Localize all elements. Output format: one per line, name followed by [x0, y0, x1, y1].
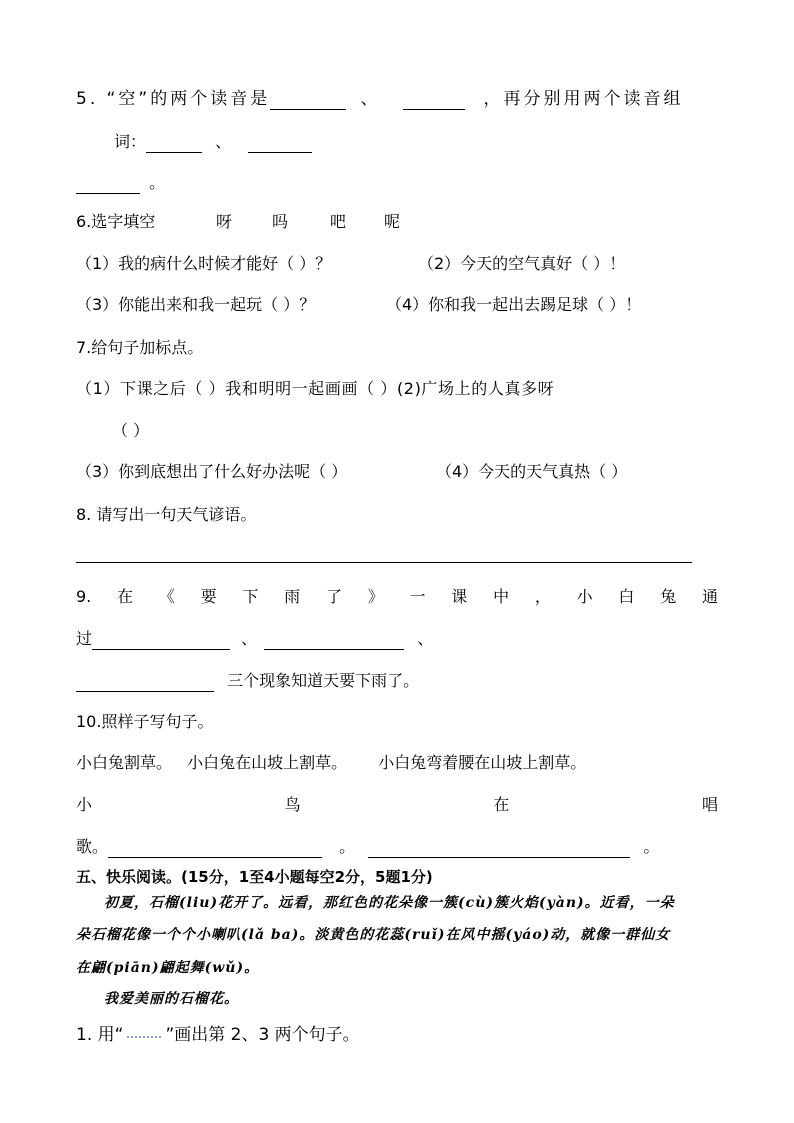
- q10-blank-1[interactable]: [108, 841, 322, 858]
- q10-title: 10.照样子写句子。: [76, 712, 214, 731]
- q10-line4: [76, 836, 659, 858]
- q5-line1: [76, 88, 683, 110]
- q5-text-a: 5. “空”的两个读音是: [76, 89, 271, 109]
- q8-title: 8. 请写出一句天气谚语。: [76, 505, 257, 524]
- q5-line2: [114, 131, 312, 153]
- q9-word: ，: [534, 587, 551, 606]
- q9-word: 了: [325, 587, 342, 606]
- q9-line3: [76, 670, 419, 692]
- q7-item-1: （1）下课之后（ ）我和明明一起画画（ ）(2)广场上的人真多呀: [76, 379, 555, 398]
- read-q1-text-a: 1. 用“: [76, 1025, 124, 1045]
- section5-para-3: 在翩(piān)翩起舞(wǔ)。: [76, 960, 260, 976]
- q6-item-4: （4）你和我一起出去踢足球（ ）！: [386, 295, 642, 314]
- q10-end-2: 。: [643, 837, 660, 856]
- q9-word: 白: [618, 587, 635, 606]
- q9-text-b: 三个现象知道天要下雨了。: [227, 671, 420, 690]
- q5-text-b: ，再分别用两个读音组: [483, 89, 684, 109]
- q10-word: 小: [76, 795, 93, 814]
- q9-word: 兔: [660, 587, 677, 606]
- q9-word: 一: [409, 587, 426, 606]
- q9-word: 通: [701, 587, 718, 606]
- q10-example-3: 小白兔弯着腰在山坡上割草。: [378, 753, 587, 772]
- q9-text-a: 过: [76, 629, 93, 648]
- q9-word: 在: [117, 587, 134, 606]
- q9-word: 》: [367, 587, 384, 606]
- q6-item-1: （1）我的病什么时候才能好（ ）？: [76, 254, 332, 273]
- q6-option-4: 呢: [384, 212, 401, 231]
- q9-sep-2: 、: [417, 629, 434, 648]
- q5-blank-5[interactable]: [76, 177, 140, 194]
- q5-sep-1: 、: [360, 89, 381, 109]
- q7-item-3: （3）你到底想出了什么好办法呢（ ）: [76, 462, 348, 481]
- q10-word: 鸟: [284, 795, 301, 814]
- q9-word: 雨: [284, 587, 301, 606]
- q9-blank-1[interactable]: [92, 633, 230, 650]
- q9-word: 课: [451, 587, 468, 606]
- q6-item-3: （3）你能出来和我一起玩（ ）？: [76, 295, 316, 314]
- q9-line2: [76, 628, 433, 650]
- q10-word: 在: [493, 795, 510, 814]
- section5-para-2: 朵石榴花像一个个小喇叭(lǎ ba)。淡黄色的花蕊(ruǐ)在风中摇(yáo)动，就像一群仙女: [76, 927, 671, 943]
- read-q1: [76, 1024, 360, 1046]
- q9-word: 小: [576, 587, 593, 606]
- section5-para-4: 我爱美丽的石榴花。: [104, 991, 239, 1007]
- q9-word: 下: [242, 587, 259, 606]
- q6-option-3: 吧: [330, 212, 347, 231]
- q6-option-2: 吗: [272, 212, 289, 231]
- q9-blank-3[interactable]: [76, 675, 214, 692]
- q10-blank-2[interactable]: [368, 841, 630, 858]
- q10-examples: [76, 752, 586, 774]
- q9-blank-2[interactable]: [264, 633, 404, 650]
- q5-blank-1[interactable]: [270, 93, 346, 110]
- q6-title: 6.选字填空: [76, 212, 156, 231]
- q10-line3: [76, 794, 718, 816]
- q9-word: 中: [493, 587, 510, 606]
- q7-item-1-cont: （ ）: [112, 421, 150, 440]
- q10-word: 唱: [701, 795, 718, 814]
- q9-sep-1: 、: [241, 629, 258, 648]
- q10-end-1: 。: [339, 837, 356, 856]
- q10-example-1: 小白兔割草。: [76, 753, 173, 772]
- q9-line1: [76, 586, 718, 608]
- q9-word: 要: [200, 587, 217, 606]
- q5-blank-4[interactable]: [248, 136, 312, 153]
- section5-title: 五、快乐阅读。(15分，1至4小题每空2分，5题1分): [76, 868, 433, 886]
- q5-blank-3[interactable]: [146, 136, 202, 153]
- q6-option-1: 呀: [216, 212, 233, 231]
- q9-word: 9.: [76, 587, 92, 606]
- q9-word: 《: [158, 587, 175, 606]
- q7-title: 7.给句子加标点。: [76, 338, 204, 357]
- read-q1-text-b: ”画出第 2、3 两个句子。: [165, 1025, 360, 1045]
- q8-answer-line[interactable]: [76, 562, 692, 563]
- q5-sep-2: 、: [215, 132, 232, 151]
- q10-text-a: 歌。: [76, 837, 109, 856]
- wavy-underline-sample: [127, 1026, 161, 1038]
- q6-item-2: （2）今天的空气真好（ ）！: [418, 254, 626, 273]
- q7-item-4: （4）今天的天气真热（ ）: [436, 462, 628, 481]
- q5-line3: [76, 172, 165, 194]
- q5-text-c: 词：: [114, 132, 147, 151]
- q6-title-line: [76, 211, 401, 233]
- q5-blank-2[interactable]: [403, 93, 465, 110]
- q10-example-2: 小白兔在山坡上割草。: [187, 753, 348, 772]
- q5-end: 。: [149, 173, 166, 192]
- section5-para-1: 初夏，石榴(liu)花开了。远看，那红色的花朵像一簇(cù)簇火焰(yàn)。近看，一朵: [104, 895, 675, 911]
